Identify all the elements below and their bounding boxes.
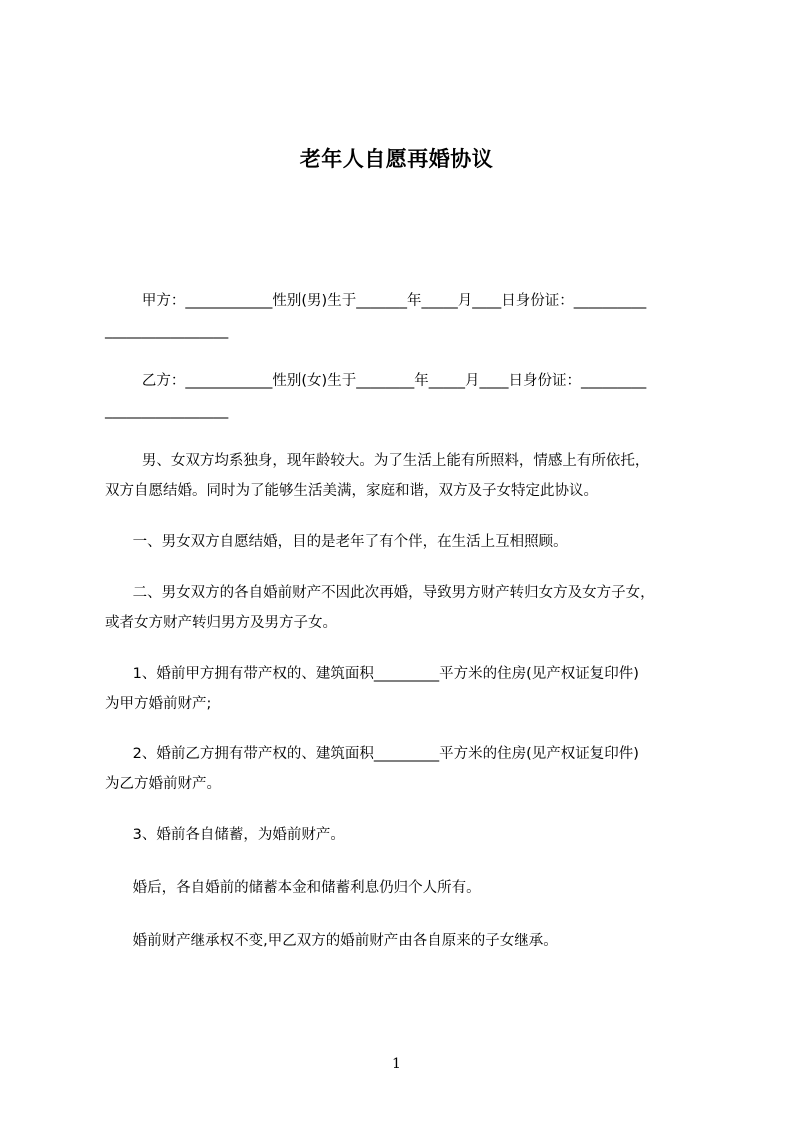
item-1-line-1: 1、婚前甲方拥有带产权的、建筑面积_________平方米的住房(见产权证复印件) (105, 666, 639, 682)
intro-line-1: 男、女双方均系独身，现年龄较大。为了生活上能有所照料，情感上有所依托， (105, 453, 650, 469)
party-a-line-2: _________________ (105, 323, 229, 339)
page-number: 1 (392, 1056, 401, 1072)
after-marriage-clause: 婚后，各自婚前的储蓄本金和储蓄利息仍归个人所有。 (105, 880, 481, 896)
clause-1: 一、男女双方自愿结婚，目的是老年了有个伴，在生活上互相照顾。 (105, 534, 568, 550)
inheritance-clause: 婚前财产继承权不变,甲乙双方的婚前财产由各自原来的子女继承。 (105, 933, 558, 949)
item-3: 3、婚前各自储蓄，为婚前财产。 (105, 827, 345, 843)
item-2-line-1: 2、婚前乙方拥有带产权的、建筑面积_________平方米的住房(见产权证复印件) (105, 746, 639, 762)
party-b-line-1: 乙方：____________性别(女)生于________年_____月____日身份证：_________ (105, 373, 647, 389)
party-a-line-1: 甲方：____________性别(男)生于_______年_____月____日身份证：__________ (105, 293, 647, 309)
clause-2-line-1: 二、男女双方的各自婚前财产不因此次再婚，导致男方财产转归女方及女方子女， (105, 585, 655, 601)
item-2-line-2: 为乙方婚前财产。 (105, 776, 221, 792)
intro-line-2: 双方自愿结婚。同时为了能够生活美满，家庭和谐，双方及子女特定此协议。 (105, 483, 598, 499)
party-b-line-2: _________________ (105, 403, 229, 419)
item-1-line-2: 为甲方婚前财产; (105, 696, 212, 712)
page-title: 老年人自愿再婚协议 (299, 147, 494, 171)
clause-2-line-2: 或者女方财产转归男方及男方子女。 (105, 615, 337, 631)
